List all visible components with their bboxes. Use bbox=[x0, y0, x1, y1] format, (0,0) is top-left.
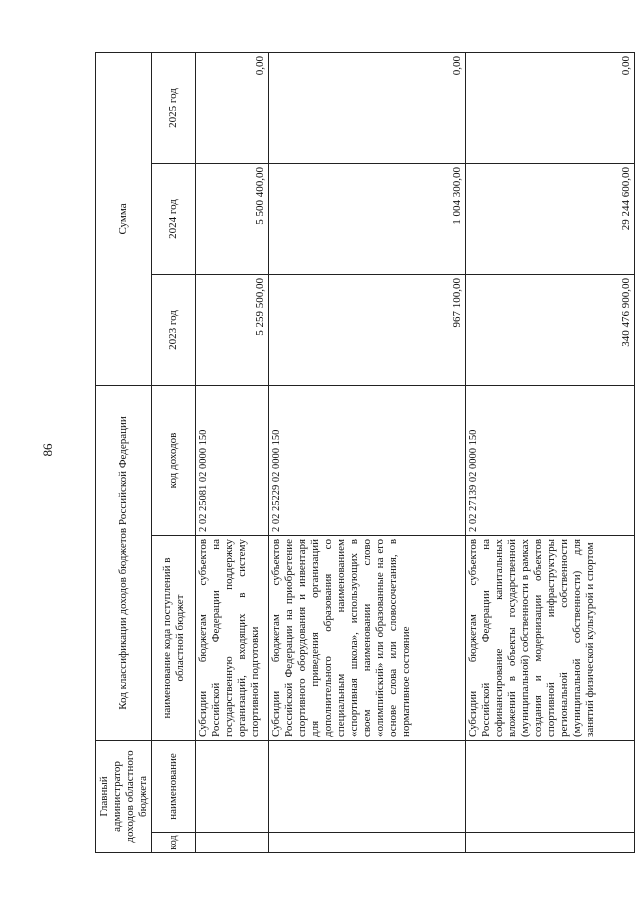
header-name: наименование bbox=[152, 740, 196, 832]
revenue-code-cell: 2 02 25229 02 0000 150 bbox=[268, 385, 465, 535]
amount-2025-cell: 0,00 bbox=[268, 52, 465, 163]
header-year-2025: 2025 год bbox=[152, 52, 196, 163]
header-year-2023: 2023 год bbox=[152, 274, 196, 385]
revenue-table bbox=[95, 52, 635, 853]
amount-2025-cell: 0,00 bbox=[196, 52, 269, 163]
header-row-2 bbox=[152, 52, 196, 852]
admin-name-cell bbox=[268, 740, 465, 832]
amount-2024-cell: 29 244 600,00 bbox=[466, 163, 635, 274]
amount-2023-cell: 340 476 900,00 bbox=[466, 274, 635, 385]
table-row bbox=[268, 52, 465, 852]
header-sum-group: Сумма bbox=[96, 52, 152, 385]
revenue-code-cell: 2 02 25081 02 0000 150 bbox=[196, 385, 269, 535]
header-row-1 bbox=[96, 52, 152, 852]
header-revenue-name: наименование кода поступлений в областной бюджет bbox=[152, 535, 196, 740]
revenue-name-cell: Субсидии бюджетам субъектов Российской Федерации на софинансирование капитальных вложений в объекты государственной (муниципальной) собственности в рамках создания и модернизации объектов спортивной инфраструктуры региональной собственности (муниципальной собственности) для занятий физической культурой и спортом bbox=[466, 535, 635, 740]
admin-name-cell bbox=[466, 740, 635, 832]
revenue-name-cell: Субсидии бюджетам субъектов Российской Федерации на приобретение спортивного оборудования и инвентаря для приведения организаций дополнительного образования со специальным наименованием «спортивная школа», использующих в своем наименовании слово «олимпийский» или образованные на его основе слова или словосочетания, в нормативное состояние bbox=[268, 535, 465, 740]
admin-name-cell bbox=[196, 740, 269, 832]
admin-code-cell bbox=[268, 833, 465, 853]
admin-code-cell bbox=[466, 833, 635, 853]
header-kbk-group: Код классификации доходов бюджетов Российской Федерации bbox=[96, 385, 152, 740]
revenue-name-cell: Субсидии бюджетам субъектов Российской Федерации на государственную поддержку организаций, входящих в систему спортивной подготовки bbox=[196, 535, 269, 740]
page-number: 86 bbox=[40, 443, 55, 457]
rotated-table-container bbox=[95, 53, 635, 853]
amount-2024-cell: 5 500 400,00 bbox=[196, 163, 269, 274]
revenue-code-cell: 2 02 27139 02 0000 150 bbox=[466, 385, 635, 535]
header-admin-group: Главный администратор доходов областного бюджета bbox=[96, 740, 152, 852]
amount-2024-cell: 1 004 300,00 bbox=[268, 163, 465, 274]
amount-2023-cell: 967 100,00 bbox=[268, 274, 465, 385]
header-year-2024: 2024 год bbox=[152, 163, 196, 274]
amount-2023-cell: 5 259 500,00 bbox=[196, 274, 269, 385]
table-row bbox=[196, 52, 269, 852]
header-revenue-code: код доходов bbox=[152, 385, 196, 535]
table-row bbox=[466, 52, 635, 852]
admin-code-cell bbox=[196, 833, 269, 853]
header-code: код bbox=[152, 833, 196, 853]
amount-2025-cell: 0,00 bbox=[466, 52, 635, 163]
